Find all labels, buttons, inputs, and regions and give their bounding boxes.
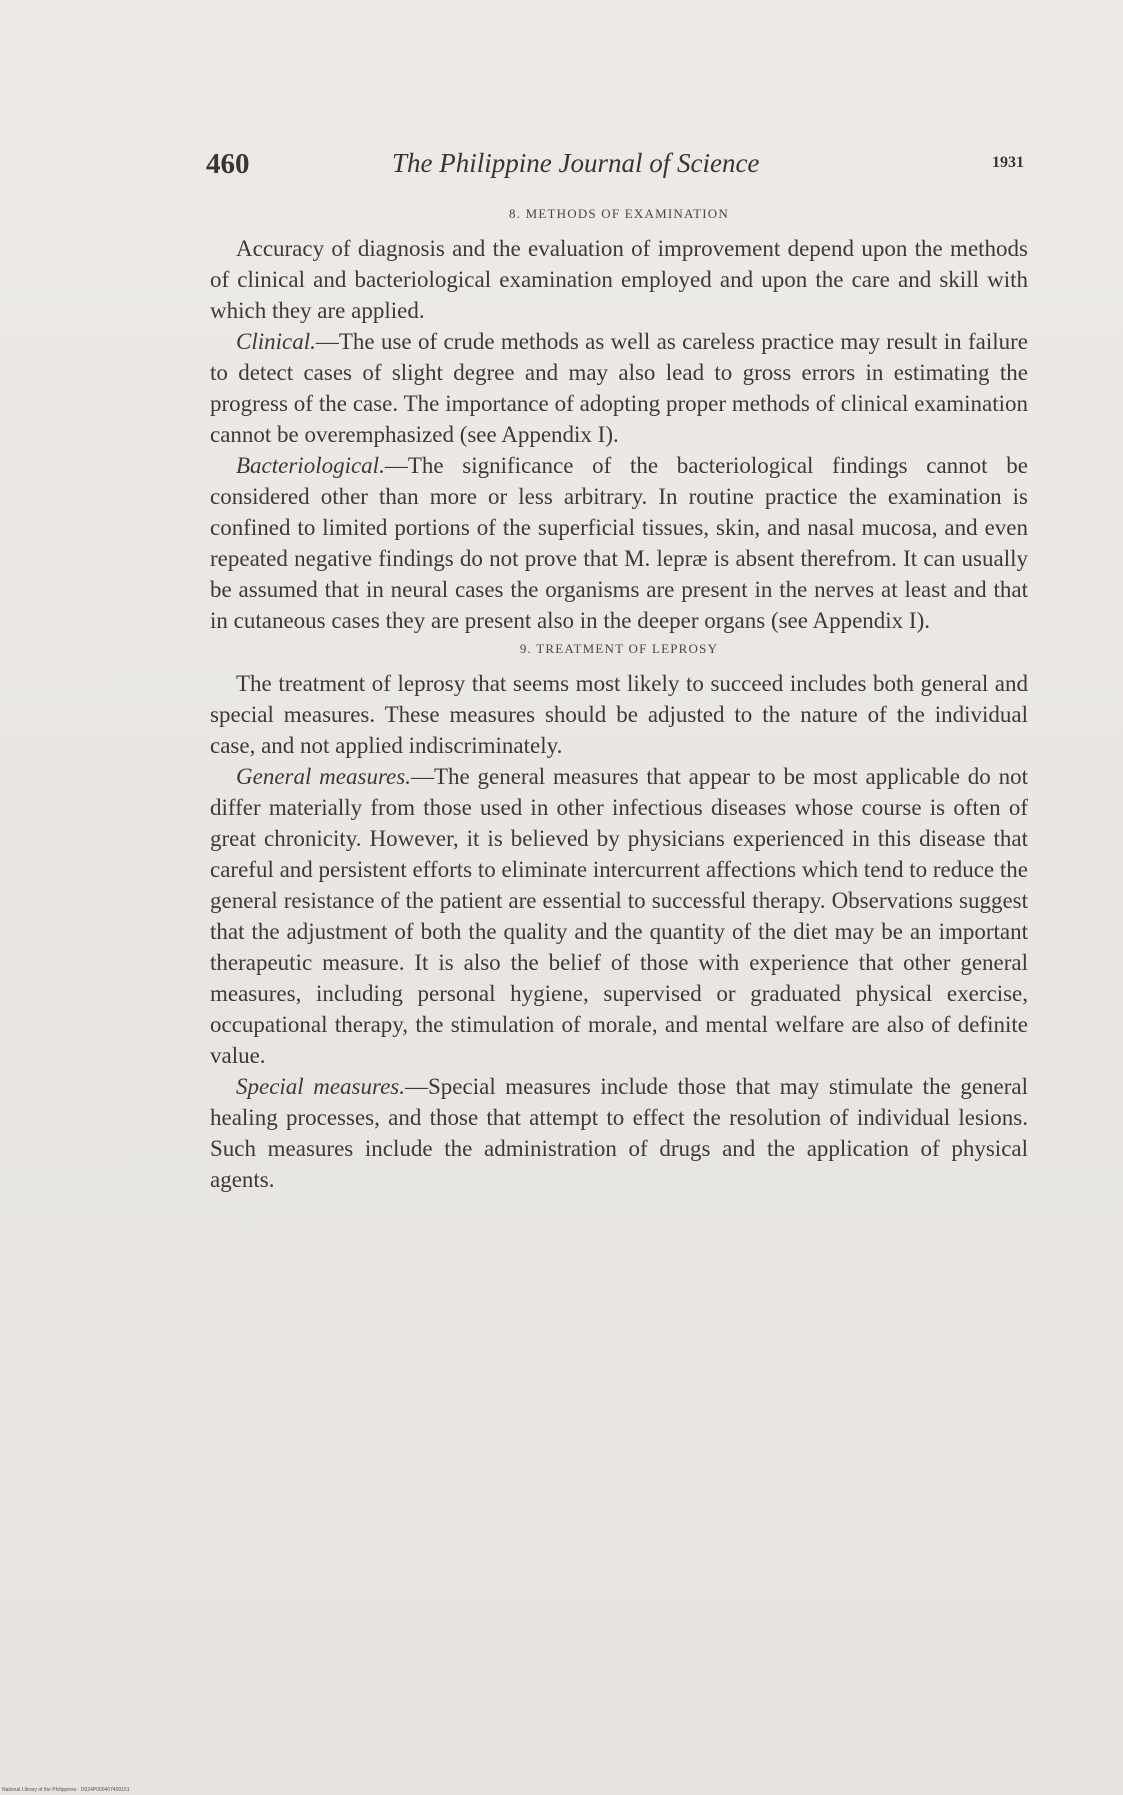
section-methods-of-examination [210,205,1028,636]
section-heading: 9. TREATMENT OF LEPROSY [519,641,719,656]
running-header [206,146,1024,186]
paragraph [210,761,1028,1071]
paragraph [210,326,1028,450]
paragraph-text: —The significance of the bacteriological findings cannot be considered other than more or less arbitrary. In routine practice the examination is confined to limited portions of the superficial tissues, skin, and nasal mucosa, and even repeated negative findings do not prove that M. lepræ is absent therefrom. It can usually be assumed that in neural cases the organisms are present in the nerves at least and that in cutaneous cases they are present also in the deeper organs (see Appendix I). [210,453,1028,633]
paragraph-text: Accuracy of diagnosis and the evaluation of improvement depend upon the methods of clinical and bacteriological examination employed and upon the care and skill with which they are applied. [210,236,1028,323]
paragraph-lead: Clinical. [236,329,316,354]
section-heading: 8. METHODS OF EXAMINATION [509,206,729,221]
footer-note: National Library of the Philippines · D024P000407400151 [2,1787,130,1793]
journal-title: The Philippine Journal of Science [392,148,760,178]
year: 1931 [992,154,1024,171]
paragraph [210,1071,1028,1195]
paragraph [210,450,1028,636]
paragraph [210,233,1028,326]
paragraph-lead: Special measures. [236,1074,406,1099]
section-treatment-of-leprosy [210,640,1028,1195]
page-number: 460 [206,148,250,180]
page-body [210,205,1028,1195]
paragraph-lead: General measures. [236,764,411,789]
paragraph-text: —Special measures include those that may stimulate the general healing processes, and those that attempt to effect the resolution of individual lesions. Such measures include the administration of drugs and the application of physical agents. [210,1074,1028,1192]
paragraph-text: —The use of crude methods as well as careless practice may result in failure to detect cases of slight degree and may also lead to gross errors in estimating the progress of the case. The importance of adopting proper methods of clinical examination cannot be overemphasized (see Appendix I). [210,329,1028,447]
paragraph-text: —The general measures that appear to be most applicable do not differ materially from those used in other infectious diseases whose course is often of great chronicity. However, it is believed by physicians experienced in this disease that careful and persistent efforts to eliminate intercurrent affections which tend to reduce the general resistance of the patient are essential to successful therapy. Observations suggest that the adjustment of both the quality and the quantity of the diet may be an important therapeutic measure. It is also the belief of those with experience that other general measures, including personal hygiene, supervised or graduated physical exercise, occupational therapy, the stimulation of morale, and mental welfare are also of definite value. [210,764,1028,1068]
paragraph [210,668,1028,761]
paragraph-lead: Bacteriological. [236,453,385,478]
paragraph-text: The treatment of leprosy that seems most likely to succeed includes both general and special measures. These measures should be adjusted to the nature of the individual case, and not applied indiscriminately. [210,671,1028,758]
